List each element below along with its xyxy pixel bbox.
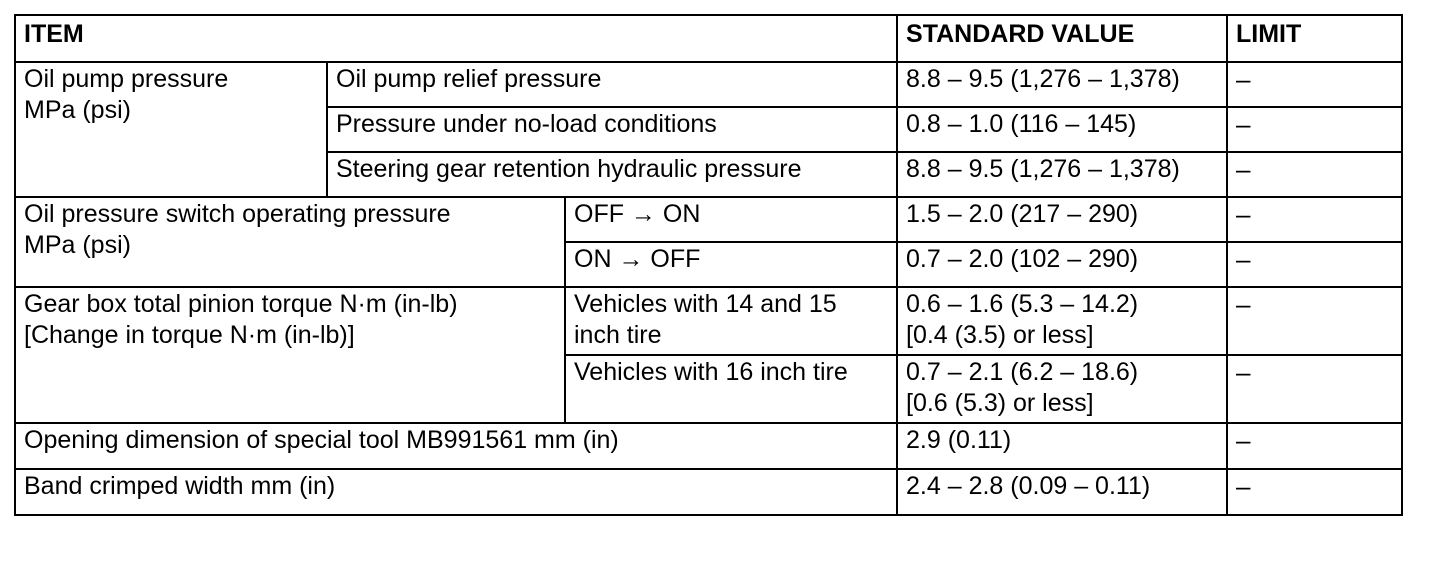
special-tool-value: 2.9 (0.11)	[897, 423, 1227, 469]
band-width-limit: –	[1227, 469, 1402, 515]
on-off-label: ON → OFF	[565, 242, 897, 287]
header-row	[15, 15, 1402, 62]
no-load-pressure-value: 0.8 – 1.0 (116 – 145)	[897, 107, 1227, 152]
oil-pump-item-line1: Oil pump pressure	[24, 65, 229, 93]
off-on-value: 1.5 – 2.0 (217 – 290)	[897, 197, 1227, 242]
spec-table	[14, 14, 1403, 516]
oil-pump-item	[15, 62, 327, 197]
retention-pressure-label: Steering gear retention hydraulic pressure	[327, 152, 897, 197]
oil-switch-item-line1: Oil pressure switch operating pressure	[24, 200, 451, 228]
tire-14-15-value	[897, 287, 1227, 355]
special-tool-item: Opening dimension of special tool MB991561 mm (in)	[15, 423, 897, 469]
tire-14-15-label-line1: Vehicles with 14 and 15	[574, 290, 837, 318]
header-standard-value: STANDARD VALUE	[897, 15, 1227, 62]
oil-pump-relief-value: 8.8 – 9.5 (1,276 – 1,378)	[897, 62, 1227, 107]
table-row	[15, 197, 1402, 242]
off-on-label: OFF → ON	[565, 197, 897, 242]
table-row	[15, 62, 1402, 107]
retention-pressure-value: 8.8 – 9.5 (1,276 – 1,378)	[897, 152, 1227, 197]
band-width-value: 2.4 – 2.8 (0.09 – 0.11)	[897, 469, 1227, 515]
tire-14-15-label-line2: inch tire	[574, 321, 662, 349]
oil-pump-relief-limit: –	[1227, 62, 1402, 107]
retention-pressure-limit: –	[1227, 152, 1402, 197]
no-load-pressure-limit: –	[1227, 107, 1402, 152]
tire-16-value-line2: [0.6 (5.3) or less]	[906, 389, 1094, 417]
gear-box-item	[15, 287, 565, 423]
header-limit: LIMIT	[1227, 15, 1402, 62]
gear-box-item-line1: Gear box total pinion torque N·m (in-lb)	[24, 290, 458, 318]
off-on-limit: –	[1227, 197, 1402, 242]
tire-16-value	[897, 355, 1227, 423]
tire-14-15-value-line2: [0.4 (3.5) or less]	[906, 321, 1094, 349]
special-tool-limit: –	[1227, 423, 1402, 469]
oil-switch-item	[15, 197, 565, 287]
tire-16-value-line1: 0.7 – 2.1 (6.2 – 18.6)	[906, 358, 1139, 386]
tire-16-label: Vehicles with 16 inch tire	[565, 355, 897, 423]
tire-14-15-limit: –	[1227, 287, 1402, 355]
oil-pump-relief-label: Oil pump relief pressure	[327, 62, 897, 107]
on-off-value: 0.7 – 2.0 (102 – 290)	[897, 242, 1227, 287]
gear-box-item-line2: [Change in torque N·m (in-lb)]	[24, 321, 355, 349]
tire-16-limit: –	[1227, 355, 1402, 423]
tire-14-15-label	[565, 287, 897, 355]
tire-14-15-value-line1: 0.6 – 1.6 (5.3 – 14.2)	[906, 290, 1139, 318]
table-row	[15, 469, 1402, 515]
table-row	[15, 423, 1402, 469]
header-item: ITEM	[15, 15, 897, 62]
table-row	[15, 287, 1402, 355]
oil-switch-item-line2: MPa (psi)	[24, 231, 131, 259]
band-width-item: Band crimped width mm (in)	[15, 469, 897, 515]
on-off-limit: –	[1227, 242, 1402, 287]
oil-pump-item-line2: MPa (psi)	[24, 96, 131, 124]
no-load-pressure-label: Pressure under no-load conditions	[327, 107, 897, 152]
